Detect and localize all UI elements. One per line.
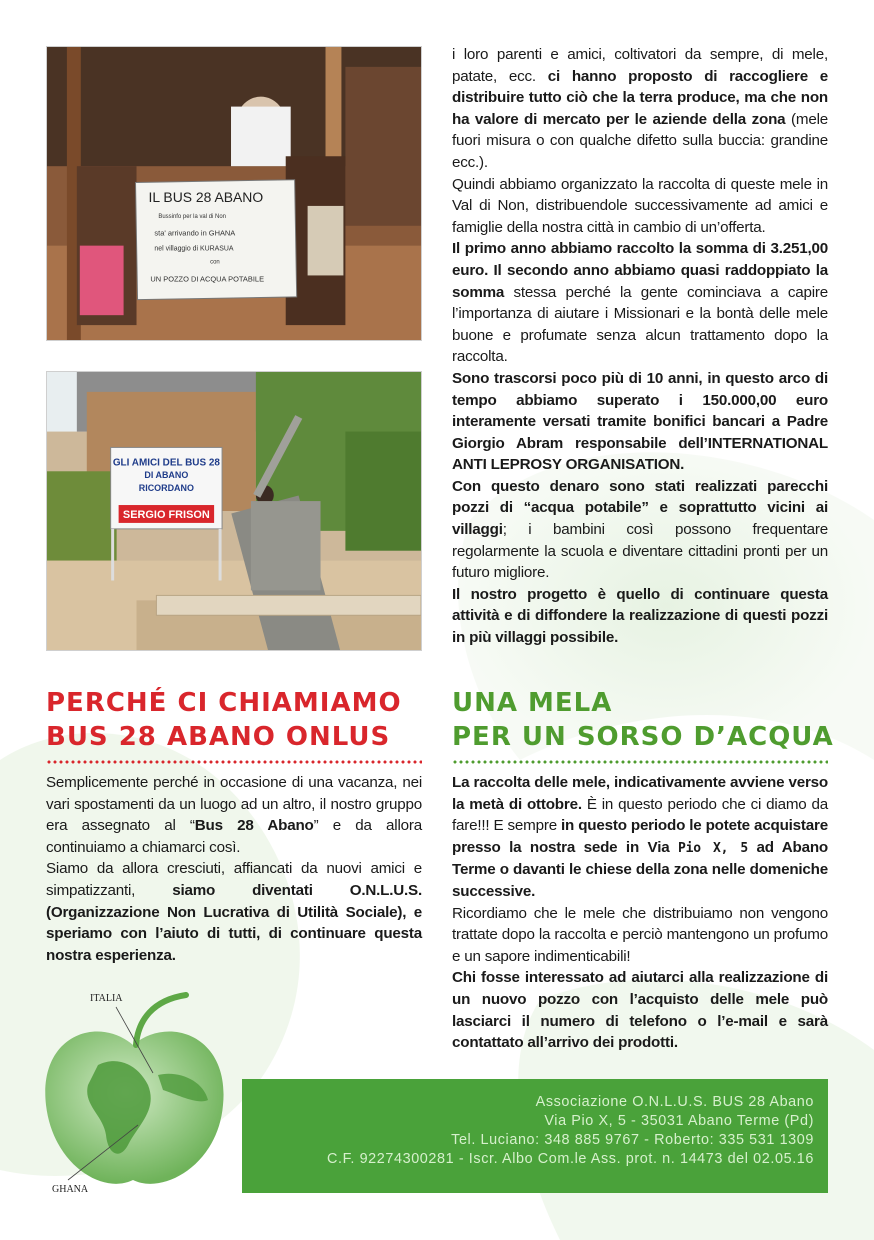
heading-line: PER UN SORSO D’ACQUA <box>452 722 834 752</box>
dotted-divider <box>452 760 828 764</box>
article-right-bottom <box>452 772 828 1054</box>
inline-address: Pio X, 5 <box>677 840 748 856</box>
text-run: È in questo periodo che ci diamo da fare!!! E sempre <box>452 795 828 835</box>
memorial-sign-line: DI ABANO <box>144 470 189 481</box>
paragraph <box>452 174 828 239</box>
sign-line: con <box>210 259 220 266</box>
bold-text: Sono trascorsi poco più di 10 anni, in questo arco di tempo abbiamo superato i 150.000,00 euro interamente versati tramite bonifici bancari a Padre Giorgio Abram responsabile dell’INTERNATIONAL ANTI LEPROSY ORGANISATION. <box>452 369 828 474</box>
footer-association-name: Associazione O.N.L.U.S. BUS 28 Abano <box>535 1094 814 1110</box>
bold-text: ci hanno proposto di raccogliere e distribuire tutto ciò che la terra produce, ma che non ha valore di mercato per le aziende della zona <box>452 67 829 128</box>
bold-text: La raccolta delle mele, indicativamente avviene verso la metà di ottobre. <box>452 774 828 813</box>
heading-line: BUS 28 ABANO ONLUS <box>46 722 391 752</box>
text-run: i loro parenti e amici, coltivatori da sempre, di mele, patate, ecc. <box>452 46 828 85</box>
footer-address: Via Pio X, 5 - 35031 Abano Terme (Pd) <box>544 1113 814 1129</box>
bold-text: ad Abano Terme o davanti le chiese della zona nelle domeniche successive. <box>452 838 829 900</box>
memorial-sign-line: GLI AMICI DEL BUS 28 <box>112 457 220 469</box>
text-run: Ricordiamo che le mele che distribuiamo non vengono trattate dopo la raccolta e perciò mantengono un profumo e un sapore indimenticabili! <box>452 904 828 965</box>
footer-registration: C.F. 92274300281 - Iscr. Albo Com.le Ass. prot. n. 14473 del 02.05.16 <box>327 1151 814 1167</box>
paragraph <box>452 476 828 584</box>
sign-line: sta' arrivando in GHANA <box>154 228 236 238</box>
globe-label-ghana: GHANA <box>52 1184 89 1195</box>
photo-children-with-sign <box>46 46 422 341</box>
text-run: (mele fuori misura o con qualche difetto sulla buccia: grandine ecc.). <box>452 110 828 171</box>
section-heading-name-origin <box>46 686 402 754</box>
text-run: Quindi abbiamo organizzato la raccolta di queste mele in Val di Non, distribuendole successivamente ad amici e famiglie della nostra città in cambio di un’offerta. <box>452 175 828 236</box>
heading-line: UNA MELA <box>452 688 613 718</box>
photo-water-pump <box>46 371 422 651</box>
article-right-top <box>452 44 828 649</box>
paragraph <box>46 858 422 966</box>
apple-globe-illustration <box>28 985 238 1200</box>
paragraph <box>452 368 828 476</box>
paragraph <box>452 903 828 968</box>
footer-contact-box <box>242 1079 828 1193</box>
bold-text: siamo diventati O.N.L.U.S. (Organizzazione Non Lucrativa di Utilità Sociale), e speriamo con l’aiuto di tutti, di continuare questa nostra esperienza. <box>46 881 422 964</box>
text-run: ” e da allora continuiamo a chiamarci così. <box>46 817 422 856</box>
bold-text: Bus 28 Abano <box>194 817 314 835</box>
paragraph <box>46 772 422 858</box>
bold-text: Con questo denaro sono stati realizzati parecchi pozzi di “acqua potabile” e soprattutto vicini ai villaggi <box>452 477 828 539</box>
footer-phones: Tel. Luciano: 348 885 9767 - Roberto: 335 531 1309 <box>451 1132 814 1148</box>
heading-line: PERCHÉ CI CHIAMIAMO <box>46 688 402 718</box>
memorial-sign-name: SERGIO FRISON <box>122 508 210 521</box>
sign-title: IL BUS 28 ABANO <box>148 188 264 205</box>
memorial-sign-line: RICORDANO <box>138 483 194 494</box>
dotted-divider <box>46 760 422 764</box>
bold-text: Chi fosse interessato ad aiutarci alla realizzazione di un nuovo pozzo con l’acquisto delle mele può lasciarci il numero di telefono o l’e-mail e sarà contattato all’arrivo dei prodotti. <box>452 969 828 1052</box>
paragraph <box>452 238 828 368</box>
paragraph <box>452 967 828 1053</box>
text-run: ; i bambini così possono frequentare regolarmente la scuola e diventare cittadini pronti per un futuro migliore. <box>452 521 828 582</box>
section-heading-apple <box>452 686 834 754</box>
paragraph <box>452 584 828 649</box>
paragraph <box>452 772 828 903</box>
bold-text: in questo periodo le potete acquistare presso la nostra sede in Via <box>452 817 828 856</box>
sign-line: Bussinfo per la val di Non <box>158 213 226 220</box>
article-left-bottom <box>46 772 422 966</box>
bold-text: Il primo anno abbiamo raccolto la somma di 3.251,00 euro. Il secondo anno abbiamo quasi raddoppiato la somma <box>452 240 828 301</box>
sign-line: UN POZZO DI ACQUA POTABILE <box>150 274 265 284</box>
sign-line: nel villaggio di KURASUA <box>154 245 234 253</box>
globe-label-italy: ITALIA <box>90 993 123 1004</box>
bold-text: Il nostro progetto è quello di continuare questa attività e di diffondere la realizzazione di questi pozzi in più villaggi possibile. <box>452 585 828 647</box>
text-run: Siamo da allora cresciuti, affiancati da nuovi amici e simpatizzanti, <box>46 860 422 899</box>
paragraph <box>452 44 828 174</box>
text-run: stessa perché la gente cominciava a capire l’importanza di aiutare i Missionari e la bontà delle mele buone e profumate senza alcun trattamento dopo la raccolta. <box>452 283 828 366</box>
text-run: Semplicemente perché in occasione di una vacanza, nei vari spostamenti da un luogo ad un altro, il nostro gruppo era assegnato al “ <box>46 774 422 835</box>
